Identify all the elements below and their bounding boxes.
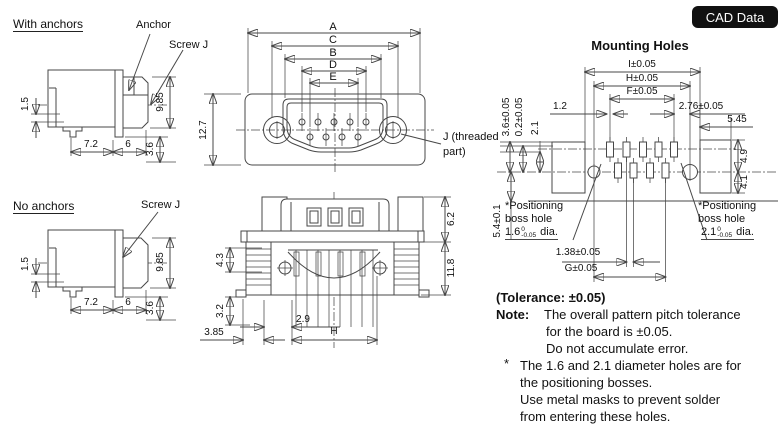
footnote-line-1: The 1.6 and 2.1 diameter holes are for <box>520 358 742 373</box>
screw-j-callout-bottom: Screw J <box>141 199 181 211</box>
dim-1-5-bottom: 1.5 <box>20 257 31 271</box>
j-threaded-part-callout-line2: part) <box>443 146 466 158</box>
dim-1-2: 1.2 <box>553 101 567 112</box>
mounting-holes-drawing <box>497 67 778 282</box>
dim-7-2-bottom: 7.2 <box>84 297 98 308</box>
dim-6-2: 6.2 <box>446 212 457 226</box>
anchor-callout: Anchor <box>136 19 171 31</box>
cad-data-badge[interactable] <box>692 6 778 28</box>
boss-right-callout-line2: boss hole <box>698 213 746 225</box>
mounting-holes-title: Mounting Holes <box>591 38 689 53</box>
boss-right-dia-suffix: dia. <box>733 226 754 238</box>
tolerance-note: (Tolerance: ±0.05) <box>496 290 606 305</box>
dim-9-85-bottom: 9.85 <box>155 252 166 272</box>
dim-f-tol: F±0.05 <box>626 86 658 97</box>
rear-view-drawing <box>200 192 451 348</box>
dim-letter-d: D <box>329 59 337 71</box>
dim-letter-a: A <box>329 21 337 33</box>
dim-3-85: 3.85 <box>204 327 224 338</box>
dim-3-2: 3.2 <box>215 304 226 318</box>
dim-3-6-bottom: 3.6 <box>145 301 156 315</box>
dim-letter-h-rear: H <box>330 326 338 337</box>
footnote-star: * <box>504 356 510 371</box>
dim-0-2-tol: 0.2±0.05 <box>514 97 525 137</box>
dim-3-6-tol: 3.6±0.05 <box>501 97 512 137</box>
dim-1-5-top: 1.5 <box>20 97 31 111</box>
footnote-line-4: from entering these holes. <box>520 409 671 424</box>
boss-right-dia-value: 2.1 <box>701 226 717 238</box>
dim-g-tol: G±0.05 <box>564 263 598 274</box>
boss-left-callout-line1: *Positioning <box>505 200 564 212</box>
dim-2-9: 2.9 <box>296 314 310 325</box>
footnote-line-2: the positioning bosses. <box>520 375 653 390</box>
dim-4-3: 4.3 <box>215 253 226 267</box>
j-threaded-part-callout-line1: J (threaded <box>443 131 499 143</box>
cad-data-badge-label: CAD Data <box>705 9 765 25</box>
boss-left-diameter <box>505 226 558 240</box>
dim-11-8: 11.8 <box>446 258 457 278</box>
footnote-line-3: Use metal masks to prevent solder <box>520 392 721 407</box>
dim-letter-e: E <box>329 71 337 83</box>
note-line-2: for the board is ±0.05. <box>546 324 673 339</box>
dim-letter-b: B <box>329 47 337 59</box>
boss-left-dia-tolerance: 0 -0.05 <box>521 226 537 239</box>
dim-3-6-top: 3.6 <box>145 142 156 156</box>
boss-right-dia-tolerance: 0 -0.05 <box>717 226 733 239</box>
dim-5-4-tol: 5.4±0.1 <box>492 204 503 238</box>
dim-2-76: 2.76±0.05 <box>678 101 724 112</box>
boss-left-callout-line2: boss hole <box>505 213 553 225</box>
dim-i-tol: I±0.05 <box>628 59 656 70</box>
dim-letter-c: C <box>329 34 337 46</box>
boss-left-dia-suffix: dia. <box>537 226 558 238</box>
dim-4-9: 4.9 <box>739 149 750 163</box>
note-line-1: The overall pattern pitch tolerance <box>544 307 741 322</box>
dim-4-1: 4.1 <box>739 175 750 189</box>
pad-pattern <box>607 137 678 183</box>
dim-12-7: 12.7 <box>198 120 209 140</box>
dim-2-1: 2.1 <box>530 121 541 135</box>
boss-right-callout-line1: *Positioning <box>698 200 757 212</box>
front-view-drawing <box>204 28 441 172</box>
dim-9-85-top: 9.85 <box>155 92 166 112</box>
dim-6-bottom: 6 <box>125 297 131 308</box>
note-line-3: Do not accumulate error. <box>546 341 689 356</box>
dim-7-2-top: 7.2 <box>84 139 98 150</box>
boss-left-dia-value: 1.6 <box>505 226 521 238</box>
dim-5-45: 5.45 <box>727 114 747 125</box>
note-label: Note: <box>496 307 530 322</box>
section-title-no-anchors: No anchors <box>13 199 75 213</box>
dim-1-38: 1.38±0.05 <box>555 247 601 258</box>
boss-right-diameter <box>701 226 754 240</box>
dim-6-top: 6 <box>125 139 131 150</box>
section-title-with-anchors: With anchors <box>13 17 84 31</box>
screw-j-callout-top: Screw J <box>169 39 209 51</box>
dim-h-tol: H±0.05 <box>625 73 659 84</box>
